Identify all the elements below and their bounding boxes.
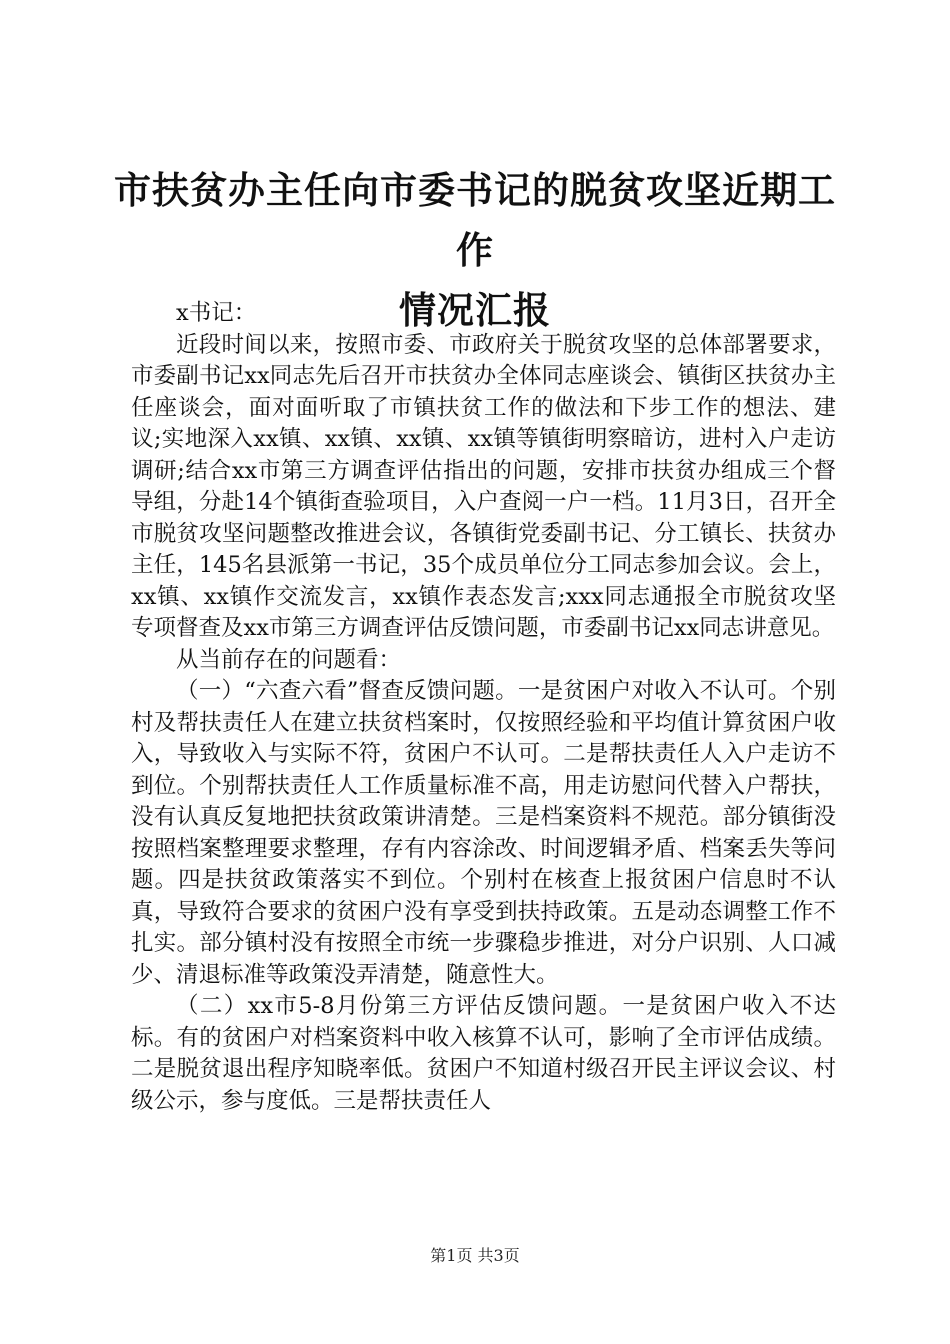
page-number: 第1页 共3页 bbox=[430, 1246, 520, 1265]
body-paragraph: 从当前存在的问题看： bbox=[176, 646, 402, 673]
body-paragraph: （一）“六查六看”督查反馈问题。一是贫困户对收入不认可。个别村及帮扶责任人在建立扶贫档案时，仅按照经验和平均值计算贫困户收入，导致收入与实际不符，贫困户不认可。二是帮扶责任人入户走访不到位。个别帮扶责任人工作质量标准不高，用走访慰问代替入户帮扶，没有认真反复地把扶贫政策讲清楚。三是档案资料不规范。部分镇街没按照档案整理要求整理，存有内容涂改、时间逻辑矛盾、档案丢失等问题。四是扶贫政策落实不到位。个别村在核查上报贫困户信息时不认真，导致符合要求的贫困户没有享受到扶持政策。五是动态调整工作不扎实。部分镇村没有按照全市统一步骤稳步推进，对分户识别、人口减少、清退标准等政策没弄清楚，随意性大。 bbox=[131, 678, 836, 988]
salutation: x书记： bbox=[176, 300, 257, 326]
body-paragraph: （二）xx市5-8月份第三方评估反馈问题。一是贫困户收入不达标。有的贫困户对档案资料中收入核算不认可，影响了全市评估成绩。二是脱贫退出程序知晓率低。贫困户不知道村级召开民主评议会议、村级公示，参与度低。三是帮扶责任人 bbox=[131, 993, 836, 1114]
document-body bbox=[131, 298, 836, 1117]
title-line-2: 情况汇报 bbox=[399, 288, 551, 332]
title-line-1: 市扶贫办主任向市委书记的脱贫攻坚近期工作 bbox=[114, 168, 836, 272]
body-paragraph: 近段时间以来，按照市委、市政府关于脱贫攻坚的总体部署要求，市委副书记xx同志先后召开市扶贫办全体同志座谈会、镇街区扶贫办主任座谈会，面对面听取了市镇扶贫工作的做法和下步工作的想法、建议;实地深入xx镇、xx镇、xx镇、xx镇等镇街明察暗访，进村入户走访调研;结合xx市第三方调查评估指出的问题，安排市扶贫办组成三个督导组，分赴14个镇街查验项目，入户查阅一户一档。11月3日，召开全市脱贫攻坚问题整改推进会议，各镇街党委副书记、分工镇长、扶贫办主任，145名县派第一书记，35个成员单位分工同志参加会议。会上，xx镇、xx镇作交流发言，xx镇作表态发言;xxx同志通报全市脱贫攻坚专项督查及xx市第三方调查评估反馈问题，市委副书记xx同志讲意见。 bbox=[131, 331, 836, 641]
page-footer bbox=[0, 1246, 950, 1266]
